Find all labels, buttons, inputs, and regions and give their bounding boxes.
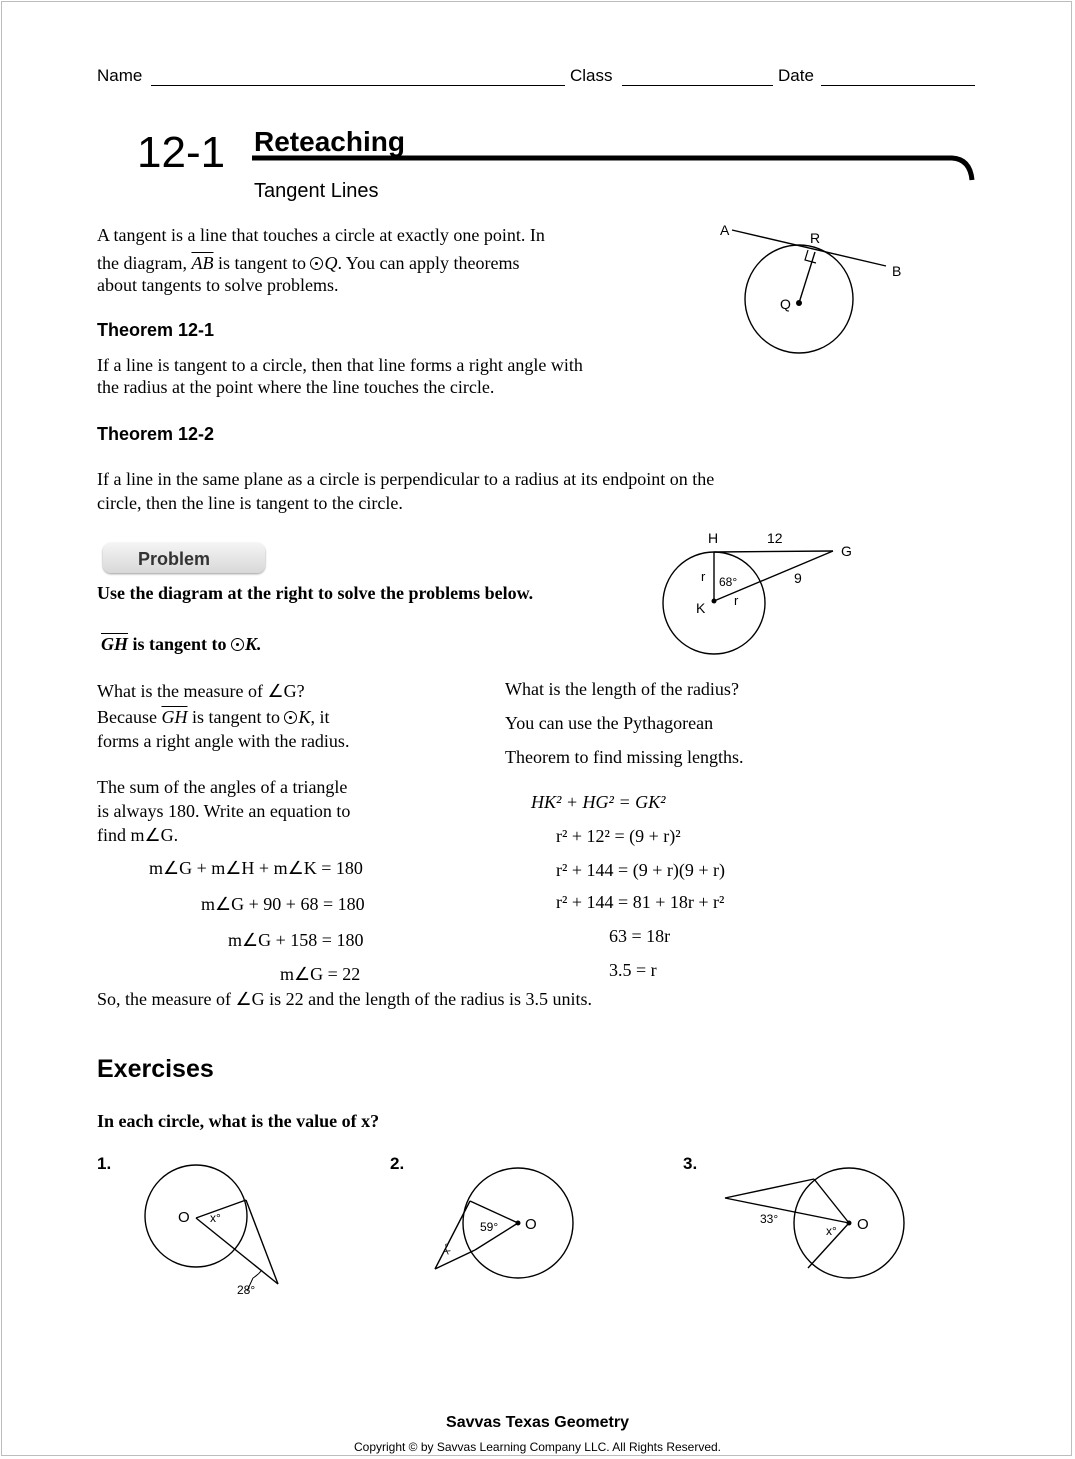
ex3-label-33: 33° [760,1212,779,1226]
right-question: What is the length of the radius? [505,679,739,699]
footer-book-title: Savvas Texas Geometry [446,1414,629,1431]
label-r: R [810,230,821,246]
label-a: A [720,222,730,238]
exercise-2-diagram [430,1165,590,1285]
left-para2-line-1: The sum of the angles of a triangle [97,777,348,797]
intro-line-3: about tangents to solve problems. [97,275,339,295]
exercises-heading: Exercises [97,1055,214,1083]
label-q: Q [780,296,791,312]
left-para2-line-2: is always 180. Write an equation to [97,801,351,821]
tangent-diagram-2 [655,525,870,675]
equation-angle-2: m∠G + 90 + 68 = 180 [201,894,365,914]
name-label: Name [97,66,143,85]
ex1-label-28: 28° [237,1283,256,1297]
theorem-1-line-1: If a line is tangent to a circle, then that line forms a right angle with [97,355,583,375]
exercises-instruction: In each circle, what is the value of x? [97,1111,380,1131]
intro-line-1: A tangent is a line that touches a circle at exactly one point. In [97,225,545,245]
label-r-bottom: r [734,593,739,608]
circle-symbol-icon [284,711,297,724]
footer-copyright: Copyright © by Savvas Learning Company LLC. All Rights Reserved. [353,1440,722,1454]
label-k: K [696,600,706,616]
exercise-1-diagram [140,1160,300,1300]
left-question: What is the measure of ∠G? [97,681,305,701]
circle-symbol-icon [231,638,244,651]
right-line-2: Theorem to find missing lengths. [505,747,744,767]
date-field[interactable] [821,85,975,86]
equation-radius-result: 3.5 = r [609,960,657,980]
left-para2-line-3: find m∠G. [97,825,179,845]
right-line-1: You can use the Pythagorean [505,713,714,733]
label-68: 68° [719,575,738,589]
equation-pythagorean: HK² + HG² = GK² [531,792,666,812]
ex1-label-x: x° [210,1211,221,1225]
theorem-1-line-2: the radius at the point where the line touches the circle. [97,377,495,397]
exercise-2-number: 2. [390,1154,405,1173]
ex2-label-x: x° [440,1241,456,1257]
theorem-2-heading: Theorem 12-2 [97,424,215,444]
problem-given: $\overline{GH}$ is tangent to K. [101,634,262,654]
label-h: H [708,530,719,546]
exercise-3-number: 3. [683,1154,698,1173]
ex3-label-x: x° [826,1224,837,1238]
equation-angle-result: m∠G = 22 [280,964,361,984]
equation-radius-4: r² + 144 = 81 + 18r + r² [556,892,725,912]
ex2-label-o: O [525,1216,537,1233]
ex1-label-o: O [178,1209,190,1226]
page-subtitle: Tangent Lines [254,180,379,202]
class-field[interactable] [622,85,773,86]
exercise-1-number: 1. [97,1154,112,1173]
class-label: Class [570,66,613,85]
ex2-label-59: 59° [480,1220,499,1234]
theorem-2-line-1: If a line in the same plane as a circle is perpendicular to a radius at its endpoint on the [97,469,715,489]
problem-instruction: Use the diagram at the right to solve the problems below. [97,583,534,603]
ex3-label-o: O [857,1216,869,1233]
circle-symbol-icon [310,257,323,270]
label-b: B [892,263,902,279]
page-title: Reteaching [254,126,405,157]
date-label: Date [778,66,814,85]
lesson-number: 12-1 [137,128,226,177]
label-9: 9 [794,570,802,586]
intro-line-2: the diagram, $\overline{AB}$ is tangent to Q. You can apply theorems [97,253,520,273]
theorem-2-line-2: circle, then the line is tangent to the circle. [97,493,403,513]
equation-angle-3: m∠G + 158 = 180 [228,930,364,950]
equation-radius-5: 63 = 18r [609,926,671,946]
tangent-diagram-1 [700,215,920,365]
label-r-left: r [701,569,706,584]
equation-radius-2: r² + 12² = (9 + r)² [556,826,681,846]
name-field[interactable] [151,85,565,86]
exercise-3-diagram [720,1160,890,1290]
label-g: G [841,543,852,559]
segment-ab: $\overline{AB}$ [191,253,214,273]
left-line-1: Because $\overline{GH}$ is tangent to K, it [97,707,330,727]
left-line-2: forms a right angle with the radius. [97,731,350,751]
conclusion: So, the measure of ∠G is 22 and the length of the radius is 3.5 units. [97,989,593,1009]
label-12: 12 [767,530,783,546]
equation-angle-sum: m∠G + m∠H + m∠K = 180 [149,858,363,878]
theorem-1-heading: Theorem 12-1 [97,320,215,340]
problem-badge-label: Problem [138,549,211,569]
equation-radius-3: r² + 144 = (9 + r)(9 + r) [556,860,725,880]
